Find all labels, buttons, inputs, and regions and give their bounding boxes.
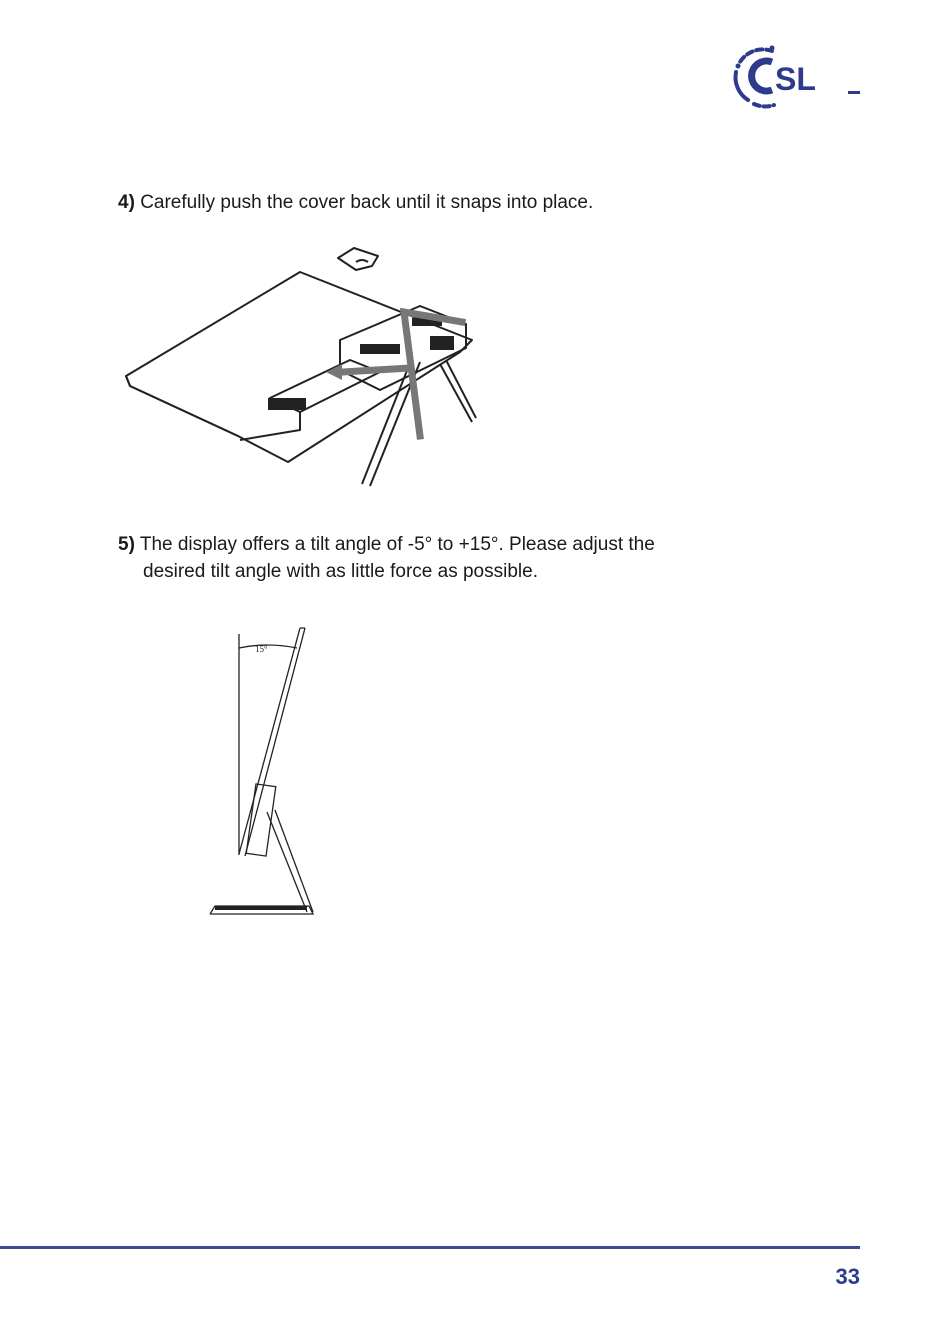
step-text: The display offers a tilt angle of -5° to +15°. Please adjust the (139, 534, 655, 555)
cover-installation-figure (120, 240, 490, 495)
step-4 (118, 189, 593, 216)
step-number: 4) (118, 192, 135, 213)
page-number: 33 (835, 1264, 860, 1289)
step-number: 5) (118, 534, 135, 555)
svg-text:SL: SL (775, 61, 816, 97)
step-text-continued: desired tilt angle with as little force as possible. (143, 561, 538, 582)
footer-rule (0, 1246, 860, 1249)
step-5 (118, 531, 655, 585)
csl-logo (728, 42, 863, 110)
step-text: Carefully push the cover back until it snaps into place. (140, 192, 594, 213)
tilt-angle-figure (205, 620, 325, 920)
tilt-angle-label: 15° (255, 644, 268, 654)
